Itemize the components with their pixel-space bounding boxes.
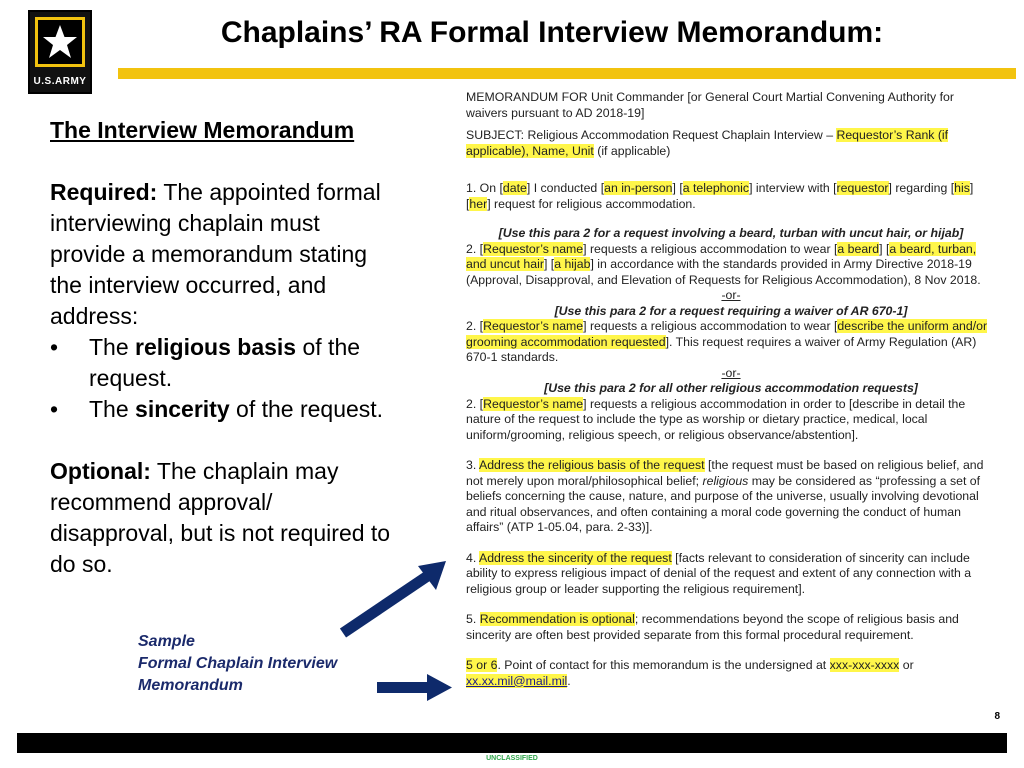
bullet-text: The bbox=[89, 396, 136, 422]
memo-or: -or- bbox=[721, 288, 741, 302]
classification-label: UNCLASSIFIED bbox=[486, 755, 538, 762]
memo-para-2b: 2. [Requestor’s name] requests a religious accommodation to wear [describe the uniform and/or grooming accommodation requested]. This request requires a waiver of Army Regulation (AR) 670-1 standards. bbox=[466, 319, 988, 364]
memo-para-6: 5 or 6. Point of contact for this memorandum is the undersigned at xxx-xxx-xxxx or xx.xx.mil@mail.mil. bbox=[466, 658, 914, 688]
memo-para-4: 4. Address the sincerity of the request [facts relevant to consideration of sincerity can include ability to express religious impact of denial of the request and extent of any connection with a religious group or leader supporting the religious requirement]. bbox=[466, 550, 972, 596]
right-arrow-icon bbox=[377, 674, 452, 701]
memo-note-other: [Use this para 2 for all other religious accommodation requests] bbox=[544, 381, 918, 395]
logo-text: U.S.ARMY bbox=[33, 76, 87, 87]
page-number: 8 bbox=[994, 711, 1000, 722]
bullet-text: The bbox=[89, 334, 136, 360]
caption-line: Formal Chaplain Interview bbox=[138, 655, 338, 672]
optional-label: Optional: bbox=[50, 458, 151, 484]
slide-title: Chaplains’ RA Formal Interview Memorandum: bbox=[220, 16, 884, 49]
memo-para-2a: 2. [Requestor’s name] requests a religious accommodation to wear [a beard] [a beard, turban, and uncut hair] [a hijab] in accordance with the standards provided in Army Directive 2018-19 (Approval, Disapproval, and Elevation of Requests for Religious Accommodation), 8 Nov 2018. bbox=[466, 241, 981, 287]
section-heading: The Interview Memorandum bbox=[50, 117, 355, 143]
memo-para-3: 3. Address the religious basis of the request [the request must be based on religious belief, and not merely upon moral/philosophical belief; religious may be considered as “professing a set of beliefs concerning the cause, nature, and purpose of the universe, usually involving devotional and ritual observances, and often containing a moral code governing the conduct of human affairs” (ATP 1-05.04, para. 2-33)]. bbox=[466, 458, 984, 534]
memo-para-1: 1. On [date] I conducted [an in-person] [a telephonic] interview with [requestor] regarding [his] [her] request for religious accommodation. bbox=[466, 181, 974, 211]
memo-para-5: 5. Recommendation is optional; recommendations beyond the scope of religious basis and sincerity are often best provided separate from this formal procedural requirement. bbox=[466, 612, 959, 642]
optional-text: The chaplain may recommend approval/ disapproval, but is not required to do so. bbox=[50, 458, 391, 577]
memo-for: MEMORANDUM FOR Unit Commander [or General Court Martial Convening Authority for waivers pursuant to AD 2018-19] bbox=[466, 90, 954, 120]
caption-line: Sample bbox=[138, 633, 195, 650]
required-text: The appointed formal interviewing chaplain must provide a memorandum stating the interview occurred, and address: bbox=[50, 179, 381, 329]
memo-para-2c: 2. [Requestor’s name] requests a religious accommodation in order to [describe in detail the nature of the request to include the type as worship or dietary practice, medical, local uniform/grooming, religious speech, or religious observance/abstention]. bbox=[466, 396, 966, 442]
email-link: xx.xx.mil@mail.mil bbox=[466, 673, 568, 688]
bullet-bold: religious basis bbox=[135, 334, 297, 360]
diagonal-arrow-icon bbox=[343, 561, 446, 633]
bullet-text: of the request. bbox=[229, 396, 384, 422]
memo-subject: SUBJECT: Religious Accommodation Request Chaplain Interview – Requestor’s Rank (if applicable), Name, Unit (if applicable) bbox=[466, 128, 949, 158]
bullet-text: of the request. bbox=[89, 334, 361, 391]
required-label: Required: bbox=[50, 179, 158, 205]
caption-line: Memorandum bbox=[138, 677, 243, 694]
memo-or: -or- bbox=[721, 365, 741, 380]
memo-note-waiver: [Use this para 2 for a request requiring a waiver of AR 670-1] bbox=[554, 303, 908, 318]
highlight: Requestor’s Rank (if applicable), Name, Unit bbox=[466, 128, 949, 158]
bullet-bold: sincerity bbox=[135, 396, 230, 422]
memorandum-sample bbox=[466, 90, 996, 689]
memo-note-beard: [Use this para 2 for a request involving a beard, turban with uncut hair, or hijab] bbox=[498, 226, 964, 240]
footer-bar bbox=[17, 733, 1007, 753]
